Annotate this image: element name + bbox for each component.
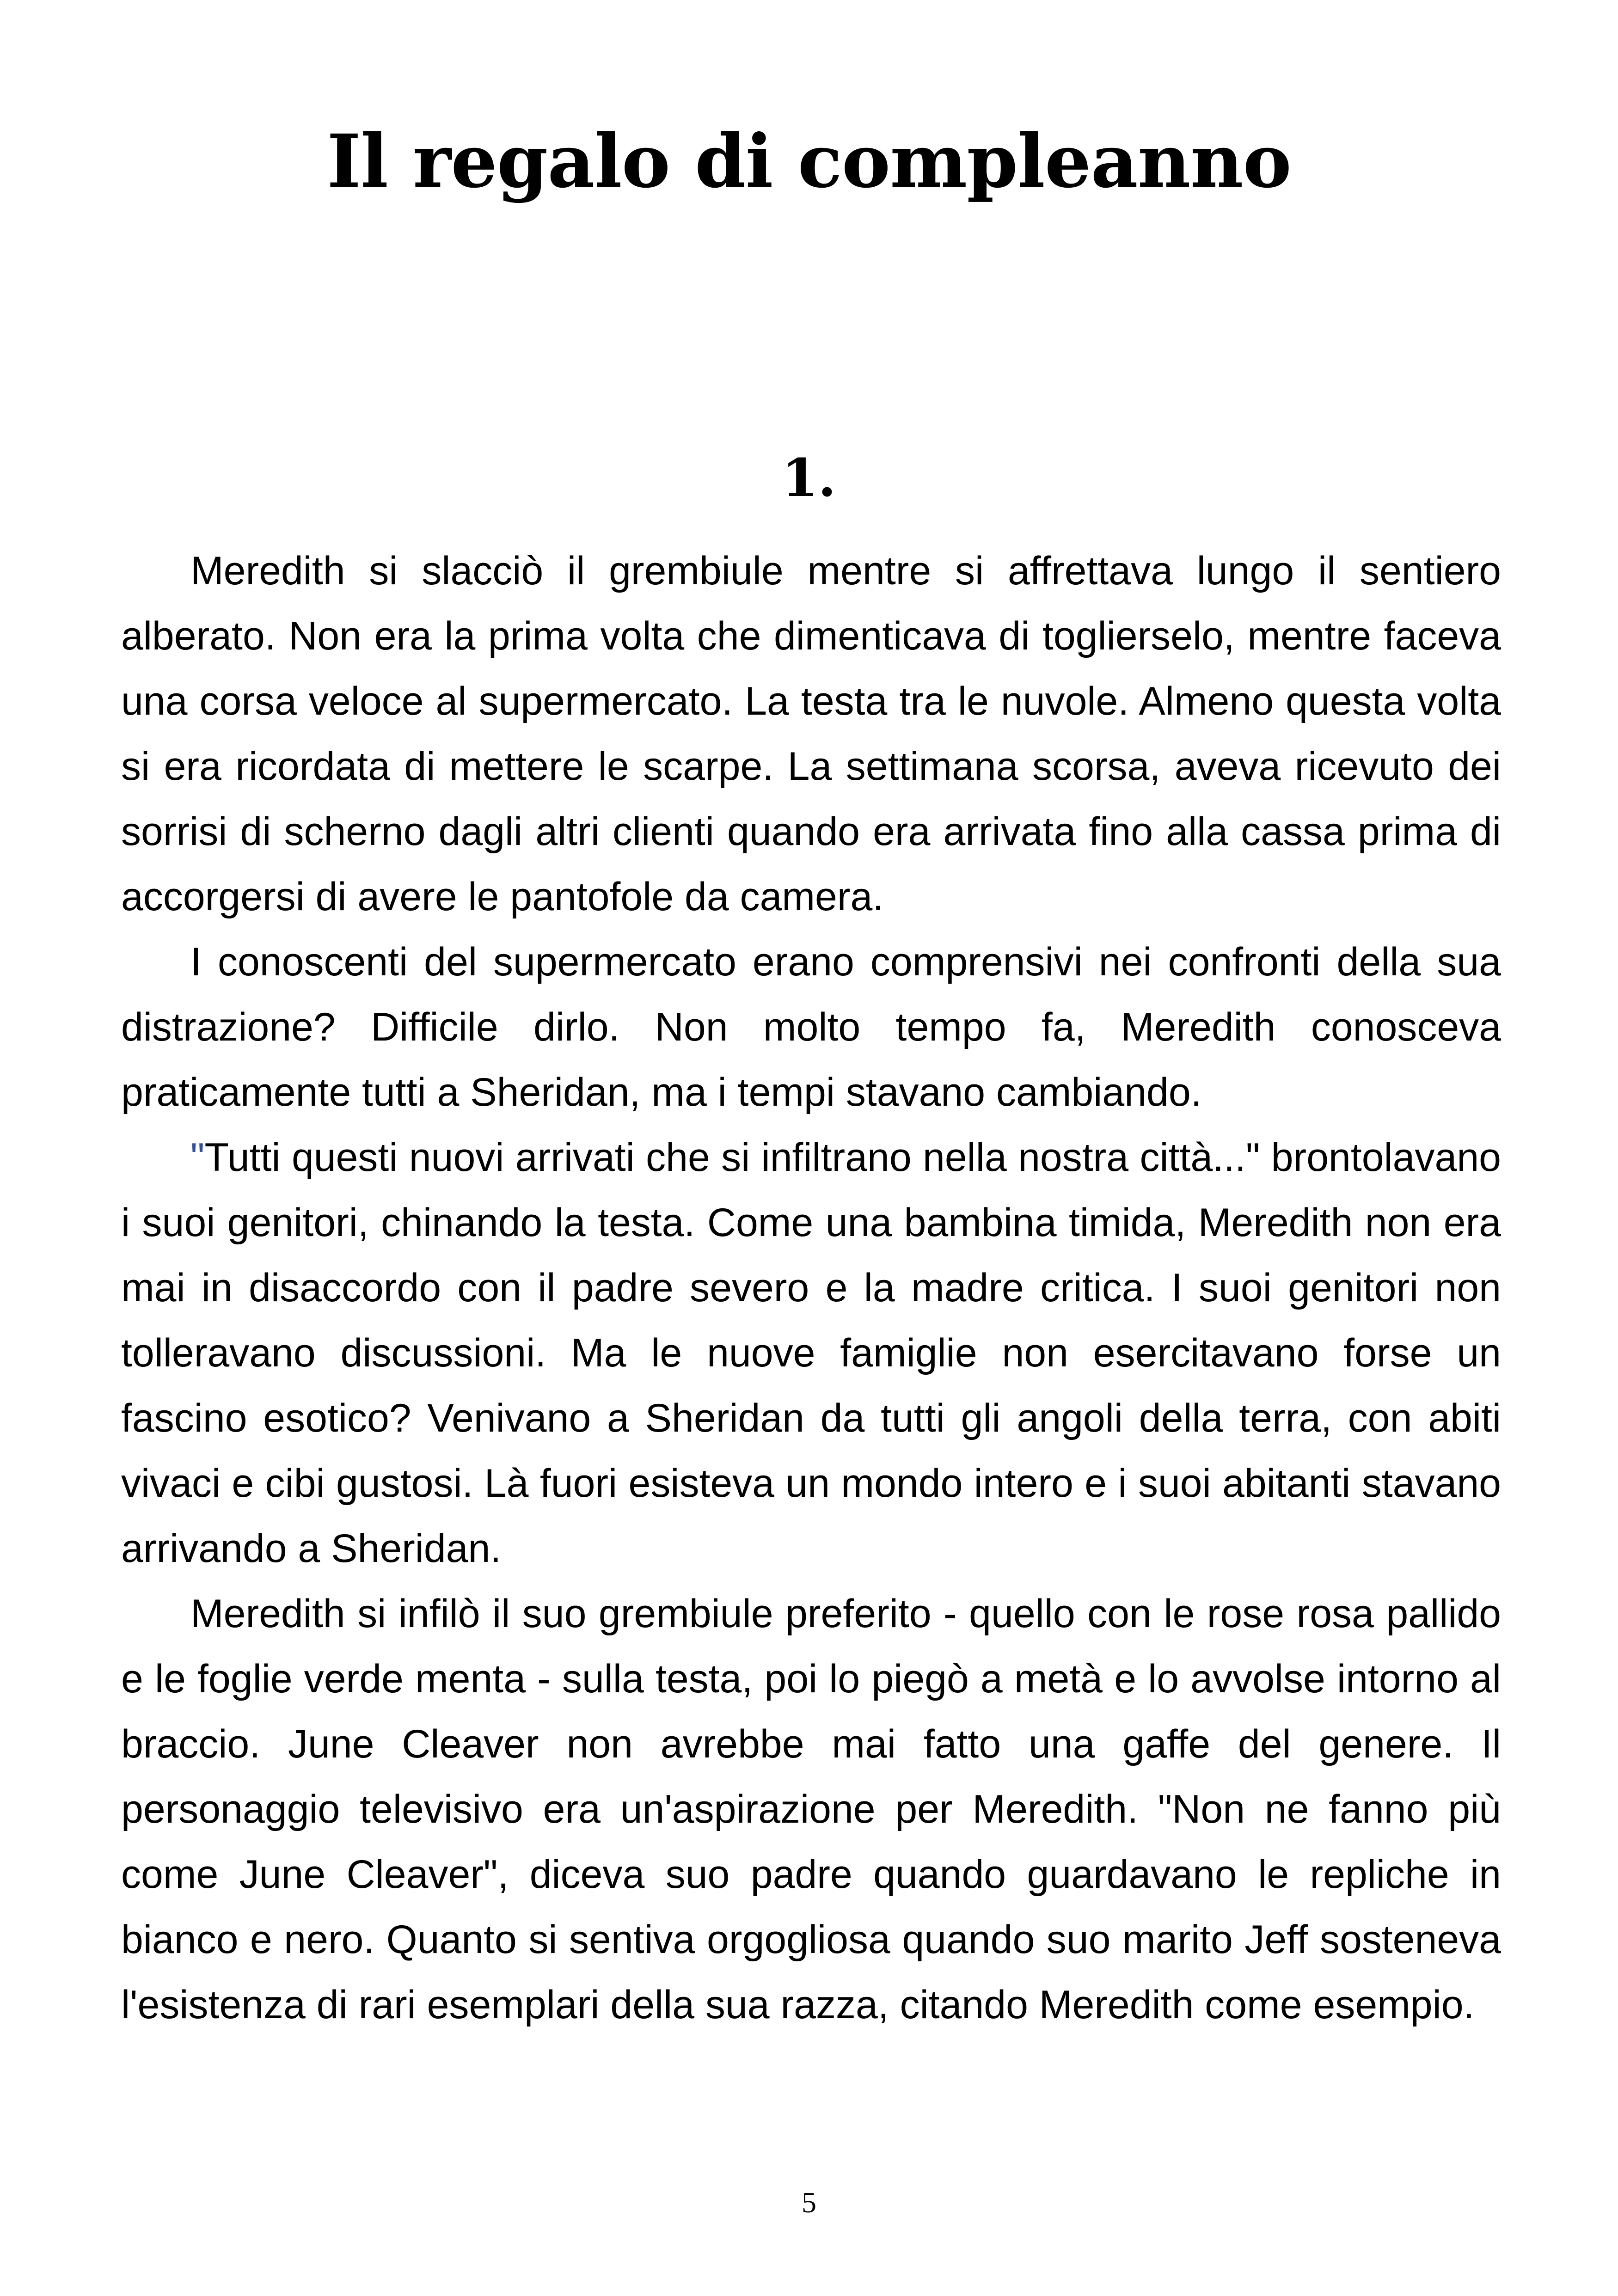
opening-quote-mark: " [190, 1135, 205, 1180]
paragraph-3-text: Tutti questi nuovi arrivati che si infiltrano nella nostra città..." brontolavano i suoi genitori, chinando la testa. Come una bambina timida, Meredith non era mai in disaccordo con il padre severo e la madre critica. I suoi genitori non tolleravano discussioni. Ma le nuove famiglie non esercitavano forse un fascino esotico? Venivano a Sheridan da tutti gli angoli della terra, con abiti vivaci e cibi gustosi. Là fuori esisteva un mondo intero e i suoi abitanti stavano arrivando a Sheridan. [121, 1135, 1501, 1571]
chapter-body [121, 539, 1501, 2038]
chapter-number: 1. [782, 448, 836, 508]
paragraph-2: I conoscenti del supermercato erano comprensivi nei confronti della sua distrazione? Difficile dirlo. Non molto tempo fa, Meredith conosceva praticamente tutti a Sheridan, ma i tempi stavano cambiando. [121, 940, 1501, 1114]
paragraph-3 [121, 1125, 1501, 1581]
paragraph-1: Meredith si slacciò il grembiule mentre si affrettava lungo il sentiero alberato. Non era la prima volta che dimenticava di toglierselo, mentre faceva una corsa veloce al supermercato. La testa tra le nuvole. Almeno questa volta si era ricordata di mettere le scarpe. La settimana scorsa, aveva ricevuto dei sorrisi di scherno dagli altri clienti quando era arrivata fino alla cassa prima di accorgersi di avere le pantofole da camera. [121, 549, 1501, 919]
paragraph-4: Meredith si infilò il suo grembiule preferito - quello con le rose rosa pallido e le foglie verde menta - sulla testa, poi lo piegò a metà e lo avvolse intorno al braccio. June Cleaver non avrebbe mai fatto una gaffe del genere. Il personaggio televisivo era un'aspirazione per Meredith. "Non ne fanno più come June Cleaver", diceva suo padre quando guardavano le repliche in bianco e nero. Quanto si sentiva orgogliosa quando suo marito Jeff sosteneva l'esistenza di rari esemplari della sua razza, citando Meredith come esempio. [121, 1592, 1501, 2027]
page-number: 5 [802, 2186, 816, 2219]
book-title: Il regalo di compleanno [327, 119, 1291, 204]
